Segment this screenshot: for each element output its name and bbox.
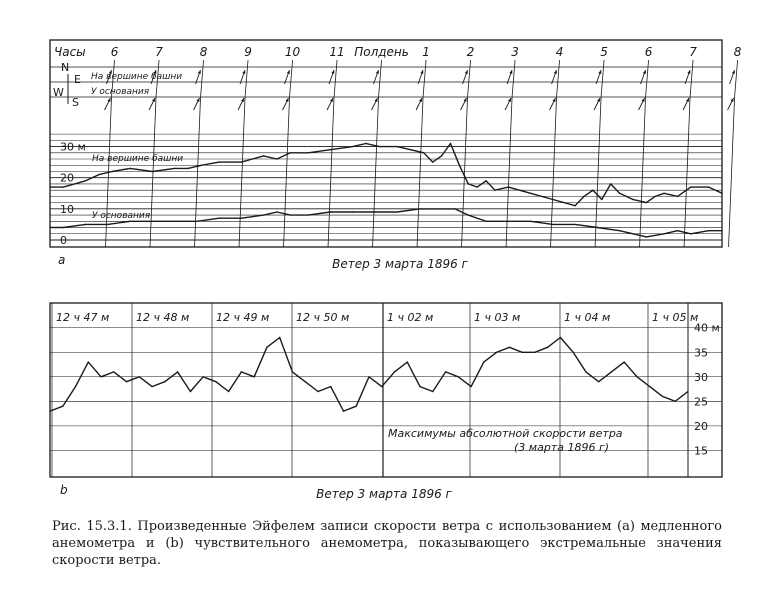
series-point xyxy=(85,224,86,225)
series-point xyxy=(445,371,446,372)
series-point xyxy=(646,236,647,237)
panel-b-y-tick: 25 xyxy=(694,395,708,409)
series-point xyxy=(305,381,306,382)
series-point xyxy=(356,406,357,407)
panel-a-hour-line xyxy=(601,60,604,97)
panel-a-hour-label: 10 xyxy=(284,45,301,59)
series-point xyxy=(423,152,424,153)
series-point xyxy=(470,386,471,387)
panel-a-hour-line xyxy=(284,97,290,247)
panel-a-hour-line xyxy=(557,60,560,97)
series-point xyxy=(432,161,433,162)
series-point xyxy=(598,381,599,382)
series-point xyxy=(394,371,395,372)
series-line-gust xyxy=(50,338,688,412)
panel-a-hour-line xyxy=(684,97,690,247)
panel-a-hour-line xyxy=(201,60,204,97)
series-point xyxy=(241,161,242,162)
panel-b-grid xyxy=(50,303,722,477)
panel-b-time-label: 12 ч 48 м xyxy=(136,311,190,324)
series-point xyxy=(98,174,99,175)
series-point xyxy=(279,337,280,338)
series-point xyxy=(585,371,586,372)
series-point xyxy=(721,193,722,194)
series-point xyxy=(552,199,553,200)
series-point xyxy=(619,230,620,231)
series-point xyxy=(107,224,108,225)
series-point xyxy=(509,347,510,348)
series-point xyxy=(292,371,293,372)
series-point xyxy=(330,211,331,212)
series-point xyxy=(266,347,267,348)
panel-a-hour-label: 6 xyxy=(110,45,119,59)
compass-s: S xyxy=(72,96,79,109)
panel-a-hour-line xyxy=(417,97,423,247)
panel-a-hour-label: 9 xyxy=(244,45,252,59)
compass-n: N xyxy=(61,61,70,74)
panel-a-hour-line xyxy=(735,60,738,97)
panel-a-hour-line xyxy=(595,97,601,247)
series-point xyxy=(129,168,130,169)
series-point xyxy=(187,168,188,169)
panel-a-hour-label: 1 xyxy=(422,45,430,59)
series-point xyxy=(611,371,612,372)
series-point xyxy=(573,352,574,353)
panel-a-hour-line xyxy=(646,60,649,97)
series-point xyxy=(75,386,76,387)
series-point xyxy=(307,152,308,153)
compass-w: W xyxy=(53,86,64,99)
series-point xyxy=(610,183,611,184)
series-point xyxy=(624,361,625,362)
series-point xyxy=(601,199,602,200)
wind-direction-arrowhead xyxy=(643,70,646,74)
series-point xyxy=(88,361,89,362)
series-point xyxy=(396,146,397,147)
series-point xyxy=(410,149,411,150)
panel-a-hour-line xyxy=(423,60,426,97)
series-point xyxy=(687,391,688,392)
panel-b-series xyxy=(49,337,688,412)
series-point xyxy=(441,155,442,156)
compass-e: E xyxy=(74,73,81,86)
panel-b-time-label: 12 ч 49 м xyxy=(216,311,270,324)
series-point xyxy=(201,165,202,166)
series-point xyxy=(85,180,86,181)
panel-a-series-label-base: У основания xyxy=(92,211,151,221)
panel-a-title: Ветер 3 марта 1896 г xyxy=(332,257,468,271)
panel-a-direction-arrows xyxy=(105,70,735,110)
series-point xyxy=(374,211,375,212)
panel-a-hour-line xyxy=(640,97,646,247)
series-point xyxy=(583,196,584,197)
series-point xyxy=(379,146,380,147)
series-point xyxy=(202,376,203,377)
panel-b-time-label: 1 ч 05 м xyxy=(652,311,699,324)
wind-direction-arrowhead xyxy=(420,70,423,74)
panel-b-annotation-line2: (3 марта 1896 г) xyxy=(514,441,610,454)
series-point xyxy=(152,171,153,172)
wind-direction-arrowhead xyxy=(465,70,468,74)
series-point xyxy=(485,221,486,222)
series-point xyxy=(330,149,331,150)
panel-a-hour-label: 6 xyxy=(644,45,653,59)
series-point xyxy=(508,221,509,222)
series-point xyxy=(560,337,561,338)
panel-a-hour-line xyxy=(328,97,334,247)
series-point xyxy=(646,202,647,203)
series-point xyxy=(496,352,497,353)
series-point xyxy=(196,221,197,222)
series-point xyxy=(396,211,397,212)
series-point xyxy=(100,376,101,377)
series-point xyxy=(241,218,242,219)
wind-direction-arrowhead xyxy=(198,70,201,74)
panel-b-y-tick: 40 м xyxy=(694,321,720,335)
series-point xyxy=(254,376,255,377)
series-point xyxy=(49,227,50,228)
series-point xyxy=(530,221,531,222)
panel-a-hour-line xyxy=(334,60,337,97)
panel-a-y-tick: 10 xyxy=(60,202,74,216)
series-point xyxy=(63,227,64,228)
panel-a-hour-label: 7 xyxy=(689,45,697,59)
panel-a-direction-row-top: На вершине башни xyxy=(91,72,183,82)
series-point xyxy=(307,214,308,215)
panel-a-series-label-top: На вершине башни xyxy=(92,154,184,164)
series-point xyxy=(368,376,369,377)
series-point xyxy=(151,386,152,387)
series-point xyxy=(290,152,291,153)
wind-direction-arrowhead xyxy=(331,70,334,74)
series-point xyxy=(317,391,318,392)
series-point xyxy=(721,230,722,231)
series-point xyxy=(485,180,486,181)
panel-a-hour-line xyxy=(690,60,693,97)
panel-a-direction-row-base: У основания xyxy=(91,87,150,97)
series-point xyxy=(441,208,442,209)
panel-a-y-tick: 30 м xyxy=(60,140,86,154)
panel-b-annotation-line1: Максимумы абсолютной скорости ветра xyxy=(388,427,623,440)
panel-a-hour-line xyxy=(468,60,471,97)
panel-a-hour-label: 8 xyxy=(733,45,742,59)
series-point xyxy=(477,186,478,187)
series-point xyxy=(649,386,650,387)
panel-a-hour-line xyxy=(729,97,735,247)
wind-direction-arrowhead xyxy=(598,70,601,74)
panel-b-time-label: 12 ч 47 м xyxy=(56,311,110,324)
series-point xyxy=(190,391,191,392)
series-point xyxy=(592,190,593,191)
series-point xyxy=(290,214,291,215)
panel-a-hours-label: Часы xyxy=(54,45,86,59)
panel-a-hour-line xyxy=(245,60,248,97)
series-point xyxy=(407,361,408,362)
series-point xyxy=(174,221,175,222)
panel-b-time-label: 1 ч 02 м xyxy=(387,311,434,324)
series-point xyxy=(690,186,691,187)
series-point xyxy=(276,211,277,212)
wind-direction-arrowhead xyxy=(509,70,512,74)
series-point xyxy=(655,196,656,197)
panel-a-hour-line xyxy=(379,60,382,97)
series-point xyxy=(365,143,366,144)
panel-b-label: b xyxy=(60,483,68,497)
panel-b-time-label: 1 ч 03 м xyxy=(474,311,521,324)
series-point xyxy=(468,214,469,215)
series-point xyxy=(690,233,691,234)
panel-a-hour-line xyxy=(373,97,379,247)
panel-b-time-label: 1 ч 04 м xyxy=(564,311,611,324)
series-point xyxy=(521,352,522,353)
series-point xyxy=(381,386,382,387)
series-point xyxy=(263,214,264,215)
series-point xyxy=(632,199,633,200)
series-point xyxy=(677,230,678,231)
panel-a-label: a xyxy=(58,253,66,267)
panel-a-hour-label: 8 xyxy=(199,45,208,59)
series-point xyxy=(228,391,229,392)
panel-b-time-label: 12 ч 50 м xyxy=(296,311,350,324)
series-point xyxy=(450,143,451,144)
wind-direction-arrowhead xyxy=(687,70,690,74)
series-point xyxy=(62,406,63,407)
series-point xyxy=(112,171,113,172)
series-point xyxy=(708,230,709,231)
series-point xyxy=(530,193,531,194)
series-point xyxy=(454,208,455,209)
series-point xyxy=(458,376,459,377)
panel-a-hour-line xyxy=(239,97,245,247)
panel-a-hour-label: 2 xyxy=(466,45,475,59)
wind-direction-arrowhead xyxy=(554,70,557,74)
panel-b-y-tick: 35 xyxy=(694,346,708,360)
series-point xyxy=(677,196,678,197)
series-point xyxy=(49,186,50,187)
panel-b-frame xyxy=(50,303,722,477)
series-point xyxy=(708,186,709,187)
series-point xyxy=(419,208,420,209)
wind-direction-arrowhead xyxy=(242,70,245,74)
series-point xyxy=(177,371,178,372)
panel-b-y-tick: 20 xyxy=(694,419,708,433)
series-point xyxy=(343,410,344,411)
series-point xyxy=(352,146,353,147)
series-point xyxy=(174,168,175,169)
series-point xyxy=(352,211,353,212)
series-point xyxy=(63,186,64,187)
series-point xyxy=(113,371,114,372)
series-point xyxy=(483,361,484,362)
wind-direction-arrowhead xyxy=(376,70,379,74)
series-point xyxy=(126,381,127,382)
panel-a-hour-line xyxy=(290,60,293,97)
series-point xyxy=(276,158,277,159)
series-point xyxy=(459,165,460,166)
series-point xyxy=(574,205,575,206)
panel-a-hour-label: 4 xyxy=(555,45,564,59)
series-point xyxy=(468,183,469,184)
series-point xyxy=(241,371,242,372)
series-point xyxy=(419,386,420,387)
panel-a-hour-line xyxy=(512,60,515,97)
panel-a-hour-line xyxy=(506,97,512,247)
panel-b-y-tick: 15 xyxy=(694,444,708,458)
panel-a-hour-label: 7 xyxy=(155,45,163,59)
figure-caption: Рис. 15.3.1. Произведенные Эйфелем записи скорости ветра с использованием (a) медленного анемометра и (b) чувствительного анемометра, показывающего экстремальные значения скорости ветра. xyxy=(52,519,722,568)
series-point xyxy=(597,227,598,228)
panel-a-hour-label: Полдень xyxy=(354,45,409,59)
wind-direction-arrowhead xyxy=(732,70,735,74)
panel-a-hour-label: 3 xyxy=(511,45,519,59)
series-point xyxy=(164,381,165,382)
panel-b-y-tick: 30 xyxy=(694,370,708,384)
series-point xyxy=(619,193,620,194)
series-point xyxy=(675,401,676,402)
series-point xyxy=(636,376,637,377)
series-point xyxy=(152,221,153,222)
series-point xyxy=(547,347,548,348)
series-point xyxy=(432,391,433,392)
series-point xyxy=(632,233,633,234)
panel-a-hour-label: 11 xyxy=(329,45,345,59)
series-point xyxy=(215,381,216,382)
series-point xyxy=(663,193,664,194)
series-point xyxy=(663,233,664,234)
series-point xyxy=(139,376,140,377)
series-point xyxy=(330,386,331,387)
series-point xyxy=(552,224,553,225)
panel-a-hour-line xyxy=(195,97,201,247)
series-point xyxy=(49,410,50,411)
wind-direction-arrowhead xyxy=(287,70,290,74)
series-point xyxy=(494,190,495,191)
series-point xyxy=(574,224,575,225)
panel-a-y-tick: 20 xyxy=(60,171,74,185)
series-point xyxy=(662,396,663,397)
panel-a-y-tick: 0 xyxy=(60,234,67,247)
panel-a-hour-label: 5 xyxy=(600,45,608,59)
series-point xyxy=(508,186,509,187)
panel-b-title: Ветер 3 марта 1896 г xyxy=(316,487,452,501)
series-point xyxy=(218,218,219,219)
series-point xyxy=(263,155,264,156)
series-point xyxy=(218,161,219,162)
series-point xyxy=(534,352,535,353)
